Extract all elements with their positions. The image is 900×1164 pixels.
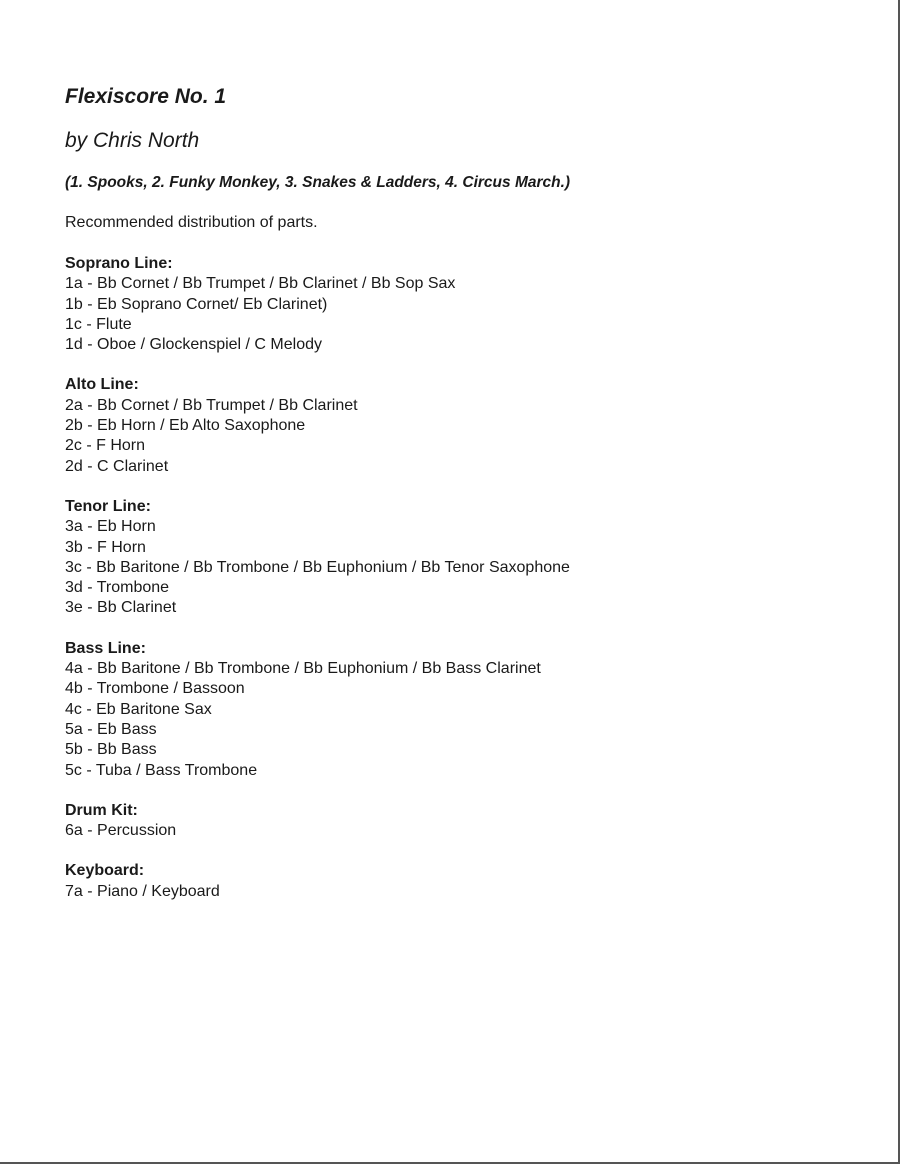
part-item: 2b - Eb Horn / Eb Alto Saxophone xyxy=(65,417,306,435)
section-keyboard xyxy=(65,861,865,902)
section-heading: Soprano Line: xyxy=(65,255,173,272)
section-heading: Bass Line: xyxy=(65,639,146,657)
part-item: 5a - Eb Bass xyxy=(65,720,157,738)
part-item: 3c - Bb Baritone / Bb Trombone / Bb Euphonium / Bb Tenor Saxophone xyxy=(65,558,570,576)
document-body xyxy=(65,84,865,902)
part-item: 1d - Oboe / Glockenspiel / C Melody xyxy=(65,336,323,354)
section-heading: Alto Line: xyxy=(65,376,139,394)
part-item: 7a - Piano / Keyboard xyxy=(65,882,220,900)
document-subtitle: (1. Spooks, 2. Funky Monkey, 3. Snakes & Ladders, 4. Circus March.) xyxy=(65,174,571,191)
part-item: 5b - Bb Bass xyxy=(65,741,157,759)
section-soprano-line xyxy=(65,254,865,355)
part-item: 1c - Flute xyxy=(65,315,132,333)
section-alto-line xyxy=(65,375,865,476)
document-title: Flexiscore No. 1 xyxy=(65,85,227,108)
part-item: 4a - Bb Baritone / Bb Trombone / Bb Euphonium / Bb Bass Clarinet xyxy=(65,660,541,678)
section-tenor-line xyxy=(65,497,865,619)
section-heading: Tenor Line: xyxy=(65,497,151,515)
part-item: 4b - Trombone / Bassoon xyxy=(65,680,245,698)
part-item: 3b - F Horn xyxy=(65,538,146,556)
section-heading: Keyboard: xyxy=(65,862,145,880)
section-drum-kit xyxy=(65,801,865,842)
part-item: 2c - F Horn xyxy=(65,437,146,455)
section-bass-line xyxy=(65,639,865,781)
part-item: 3d - Trombone xyxy=(65,579,170,597)
part-item: 3a - Eb Horn xyxy=(65,518,156,536)
part-item: 1b - Eb Soprano Cornet/ Eb Clarinet) xyxy=(65,295,328,313)
intro-text: Recommended distribution of parts. xyxy=(65,214,318,231)
part-item: 2a - Bb Cornet / Bb Trumpet / Bb Clarinet xyxy=(65,396,358,414)
section-heading: Drum Kit: xyxy=(65,801,138,819)
part-item: 3e - Bb Clarinet xyxy=(65,599,177,617)
part-item: 5c - Tuba / Bass Trombone xyxy=(65,761,258,779)
part-item: 6a - Percussion xyxy=(65,822,177,840)
document-author: by Chris North xyxy=(65,129,200,152)
part-item: 1a - Bb Cornet / Bb Trumpet / Bb Clarinet / Bb Sop Sax xyxy=(65,275,456,293)
part-item: 2d - C Clarinet xyxy=(65,457,169,475)
part-item: 4c - Eb Baritone Sax xyxy=(65,700,212,718)
